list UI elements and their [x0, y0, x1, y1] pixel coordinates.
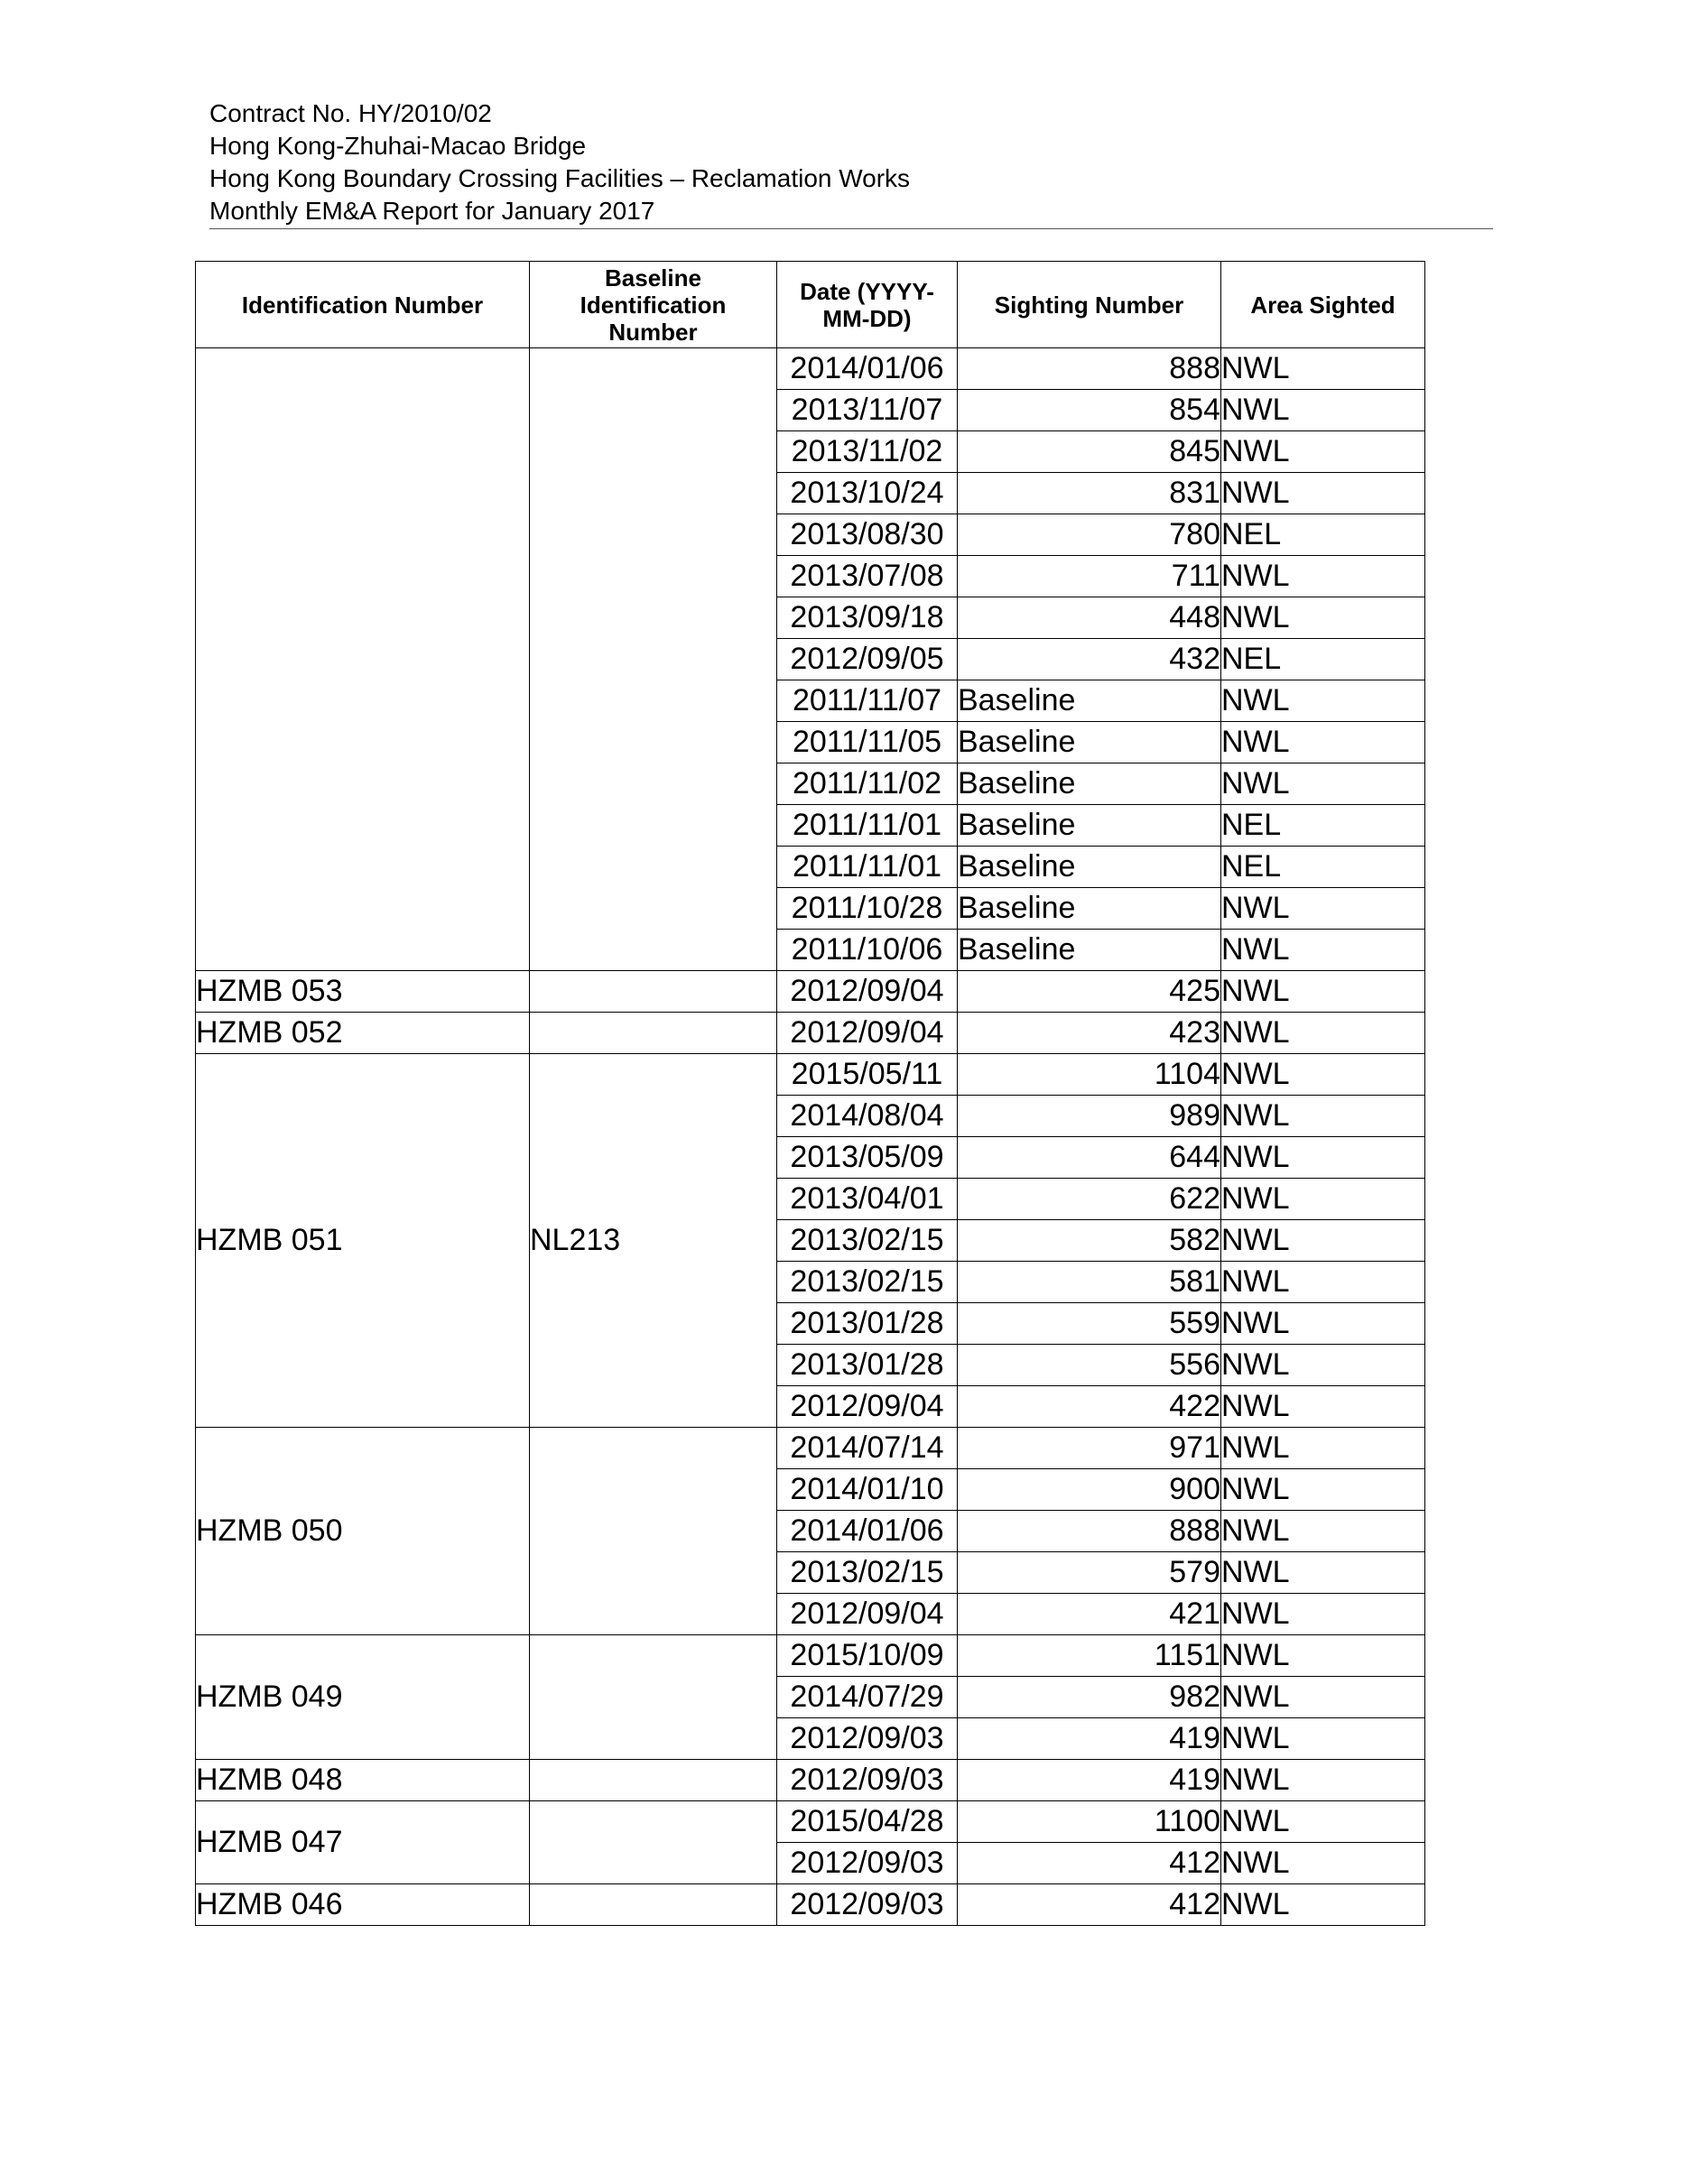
- area-sighted-cell: NWL: [1221, 763, 1425, 805]
- identification-number-cell: HZMB 052: [196, 1013, 530, 1054]
- area-sighted-cell: NWL: [1221, 680, 1425, 722]
- project-name: Hong Kong-Zhuhai-Macao Bridge: [209, 132, 587, 160]
- date-cell: 2012/09/03: [777, 1718, 958, 1760]
- column-header-identification-number: Identification Number: [196, 262, 530, 348]
- sighting-number-cell: Baseline: [958, 930, 1221, 971]
- area-sighted-cell: NWL: [1221, 1137, 1425, 1179]
- area-sighted-cell: NWL: [1221, 888, 1425, 930]
- identification-number-cell: HZMB 046: [196, 1884, 530, 1926]
- area-sighted-cell: NWL: [1221, 1511, 1425, 1552]
- column-header-baseline-identification-number: Baseline Identification Number: [530, 262, 777, 348]
- identification-number-cell: [196, 348, 530, 971]
- contract-number: Contract No. HY/2010/02: [209, 99, 492, 127]
- baseline-identification-number-cell: NL213: [530, 1054, 777, 1428]
- area-sighted-cell: NWL: [1221, 1179, 1425, 1220]
- area-sighted-cell: NWL: [1221, 1552, 1425, 1594]
- date-cell: 2014/01/06: [777, 1511, 958, 1552]
- sighting-number-cell: 780: [958, 514, 1221, 556]
- date-cell: 2013/10/24: [777, 473, 958, 514]
- date-cell: 2013/02/15: [777, 1220, 958, 1262]
- date-cell: 2011/11/05: [777, 722, 958, 763]
- sighting-number-cell: Baseline: [958, 680, 1221, 722]
- sighting-number-cell: 1151: [958, 1635, 1221, 1677]
- sighting-number-cell: 412: [958, 1843, 1221, 1884]
- date-cell: 2011/10/06: [777, 930, 958, 971]
- table-row: [196, 1054, 1425, 1096]
- area-sighted-cell: NWL: [1221, 1013, 1425, 1054]
- baseline-identification-number-cell: [530, 1760, 777, 1801]
- date-cell: 2013/11/07: [777, 390, 958, 431]
- sighting-number-cell: Baseline: [958, 763, 1221, 805]
- baseline-identification-number-cell: [530, 1884, 777, 1926]
- sighting-number-cell: 581: [958, 1262, 1221, 1303]
- date-cell: 2011/11/02: [777, 763, 958, 805]
- table-body: [196, 348, 1425, 1926]
- identification-number-cell: HZMB 051: [196, 1054, 530, 1428]
- date-cell: 2015/10/09: [777, 1635, 958, 1677]
- sighting-number-cell: 421: [958, 1594, 1221, 1635]
- date-cell: 2012/09/04: [777, 1386, 958, 1428]
- date-cell: 2013/02/15: [777, 1262, 958, 1303]
- date-cell: 2014/01/06: [777, 348, 958, 390]
- date-cell: 2015/04/28: [777, 1801, 958, 1843]
- date-cell: 2014/07/29: [777, 1677, 958, 1718]
- date-cell: 2013/08/30: [777, 514, 958, 556]
- sighting-number-cell: 419: [958, 1760, 1221, 1801]
- table-row: [196, 1884, 1425, 1926]
- date-cell: 2011/11/07: [777, 680, 958, 722]
- baseline-identification-number-cell: [530, 1635, 777, 1760]
- area-sighted-cell: NWL: [1221, 390, 1425, 431]
- area-sighted-cell: NWL: [1221, 1220, 1425, 1262]
- date-cell: 2012/09/04: [777, 1594, 958, 1635]
- header-divider: [209, 228, 1493, 229]
- area-sighted-cell: NEL: [1221, 639, 1425, 680]
- column-header-area-sighted: Area Sighted: [1221, 262, 1425, 348]
- baseline-identification-number-cell: [530, 1801, 777, 1884]
- date-cell: 2011/10/28: [777, 888, 958, 930]
- area-sighted-cell: NWL: [1221, 1594, 1425, 1635]
- identification-number-cell: HZMB 047: [196, 1801, 530, 1884]
- sighting-number-cell: 854: [958, 390, 1221, 431]
- date-cell: 2012/09/03: [777, 1884, 958, 1926]
- area-sighted-cell: NWL: [1221, 1469, 1425, 1511]
- area-sighted-cell: NWL: [1221, 1760, 1425, 1801]
- table-row: [196, 1635, 1425, 1677]
- date-cell: 2013/05/09: [777, 1137, 958, 1179]
- date-cell: 2012/09/05: [777, 639, 958, 680]
- sighting-number-cell: 1104: [958, 1054, 1221, 1096]
- date-cell: 2011/11/01: [777, 805, 958, 847]
- baseline-identification-number-cell: [530, 1428, 777, 1635]
- sighting-number-cell: Baseline: [958, 805, 1221, 847]
- sighting-number-cell: 556: [958, 1345, 1221, 1386]
- area-sighted-cell: NEL: [1221, 805, 1425, 847]
- sighting-number-cell: 419: [958, 1718, 1221, 1760]
- date-cell: 2011/11/01: [777, 847, 958, 888]
- date-cell: 2012/09/04: [777, 971, 958, 1013]
- date-cell: 2012/09/03: [777, 1760, 958, 1801]
- date-cell: 2014/08/04: [777, 1096, 958, 1137]
- sighting-number-cell: 432: [958, 639, 1221, 680]
- area-sighted-cell: NWL: [1221, 971, 1425, 1013]
- area-sighted-cell: NWL: [1221, 1718, 1425, 1760]
- area-sighted-cell: NWL: [1221, 1386, 1425, 1428]
- area-sighted-cell: NWL: [1221, 722, 1425, 763]
- area-sighted-cell: NWL: [1221, 1345, 1425, 1386]
- date-cell: 2014/07/14: [777, 1428, 958, 1469]
- identification-number-cell: HZMB 050: [196, 1428, 530, 1635]
- area-sighted-cell: NWL: [1221, 1096, 1425, 1137]
- date-cell: 2013/01/28: [777, 1303, 958, 1345]
- column-header-sighting-number: Sighting Number: [958, 262, 1221, 348]
- sighting-number-cell: 422: [958, 1386, 1221, 1428]
- area-sighted-cell: NWL: [1221, 473, 1425, 514]
- area-sighted-cell: NWL: [1221, 1303, 1425, 1345]
- column-header-date: Date (YYYY-MM-DD): [777, 262, 958, 348]
- table-header-row: [196, 262, 1425, 348]
- sighting-number-cell: 845: [958, 431, 1221, 473]
- table-row: [196, 1428, 1425, 1469]
- date-cell: 2013/07/08: [777, 556, 958, 597]
- date-cell: 2012/09/04: [777, 1013, 958, 1054]
- table-row: [196, 1801, 1425, 1843]
- sightings-table: [195, 261, 1425, 1926]
- date-cell: 2013/02/15: [777, 1552, 958, 1594]
- date-cell: 2013/04/01: [777, 1179, 958, 1220]
- identification-number-cell: HZMB 049: [196, 1635, 530, 1760]
- sighting-number-cell: 423: [958, 1013, 1221, 1054]
- area-sighted-cell: NWL: [1221, 1262, 1425, 1303]
- sighting-number-cell: 582: [958, 1220, 1221, 1262]
- sighting-number-cell: 1100: [958, 1801, 1221, 1843]
- area-sighted-cell: NWL: [1221, 1677, 1425, 1718]
- facility-name: Hong Kong Boundary Crossing Facilities – Reclamation Works: [209, 164, 911, 192]
- area-sighted-cell: NWL: [1221, 1635, 1425, 1677]
- sighting-number-cell: 888: [958, 1511, 1221, 1552]
- sighting-number-cell: 579: [958, 1552, 1221, 1594]
- date-cell: 2014/01/10: [777, 1469, 958, 1511]
- table-row: [196, 348, 1425, 390]
- sighting-number-cell: 711: [958, 556, 1221, 597]
- sighting-number-cell: 900: [958, 1469, 1221, 1511]
- area-sighted-cell: NWL: [1221, 1843, 1425, 1884]
- sighting-number-cell: 622: [958, 1179, 1221, 1220]
- area-sighted-cell: NWL: [1221, 597, 1425, 639]
- table-row: [196, 1013, 1425, 1054]
- report-title: Monthly EM&A Report for January 2017: [209, 197, 655, 225]
- date-cell: 2013/09/18: [777, 597, 958, 639]
- area-sighted-cell: NWL: [1221, 431, 1425, 473]
- sighting-number-cell: 831: [958, 473, 1221, 514]
- date-cell: 2013/11/02: [777, 431, 958, 473]
- area-sighted-cell: NWL: [1221, 1884, 1425, 1926]
- area-sighted-cell: NEL: [1221, 847, 1425, 888]
- sighting-number-cell: Baseline: [958, 847, 1221, 888]
- baseline-identification-number-cell: [530, 348, 777, 971]
- area-sighted-cell: NEL: [1221, 514, 1425, 556]
- sighting-number-cell: 412: [958, 1884, 1221, 1926]
- area-sighted-cell: NWL: [1221, 1801, 1425, 1843]
- page-header: [209, 97, 1493, 227]
- table-row: [196, 971, 1425, 1013]
- identification-number-cell: HZMB 048: [196, 1760, 530, 1801]
- sighting-number-cell: 559: [958, 1303, 1221, 1345]
- area-sighted-cell: NWL: [1221, 1054, 1425, 1096]
- sighting-number-cell: Baseline: [958, 888, 1221, 930]
- sighting-number-cell: 971: [958, 1428, 1221, 1469]
- table-row: [196, 1760, 1425, 1801]
- area-sighted-cell: NWL: [1221, 348, 1425, 390]
- sighting-number-cell: 644: [958, 1137, 1221, 1179]
- date-cell: 2015/05/11: [777, 1054, 958, 1096]
- date-cell: 2012/09/03: [777, 1843, 958, 1884]
- sighting-number-cell: 888: [958, 348, 1221, 390]
- baseline-identification-number-cell: [530, 971, 777, 1013]
- sighting-number-cell: 982: [958, 1677, 1221, 1718]
- sighting-number-cell: 989: [958, 1096, 1221, 1137]
- sighting-number-cell: 448: [958, 597, 1221, 639]
- baseline-identification-number-cell: [530, 1013, 777, 1054]
- area-sighted-cell: NWL: [1221, 1428, 1425, 1469]
- sighting-number-cell: Baseline: [958, 722, 1221, 763]
- sighting-number-cell: 425: [958, 971, 1221, 1013]
- area-sighted-cell: NWL: [1221, 556, 1425, 597]
- date-cell: 2013/01/28: [777, 1345, 958, 1386]
- area-sighted-cell: NWL: [1221, 930, 1425, 971]
- identification-number-cell: HZMB 053: [196, 971, 530, 1013]
